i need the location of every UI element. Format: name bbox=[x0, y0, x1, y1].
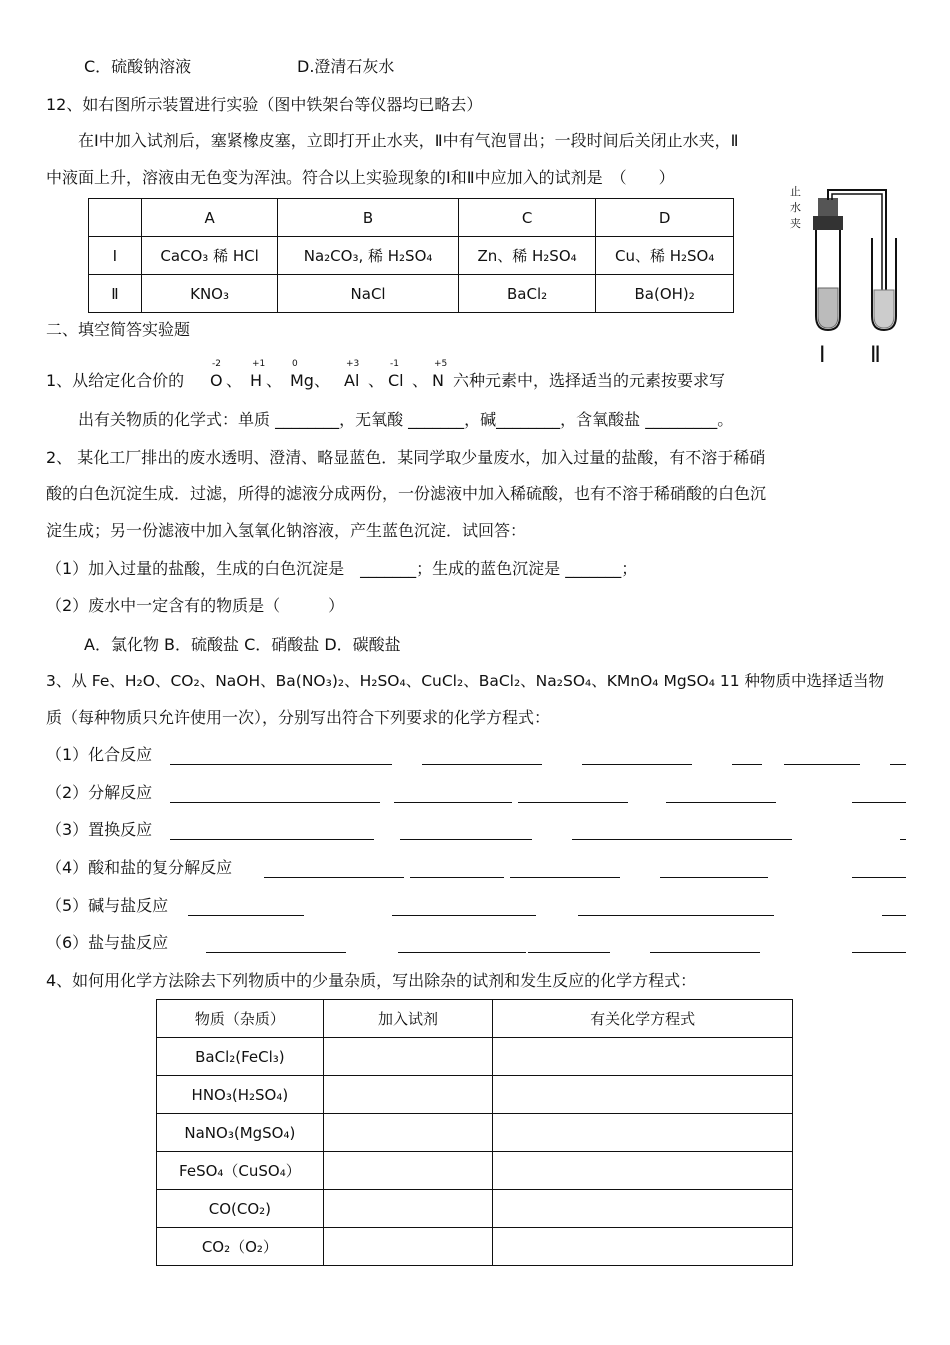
apparatus-figure bbox=[786, 178, 916, 378]
q12-header-a: A bbox=[141, 199, 278, 237]
element-separator: 、 bbox=[314, 371, 331, 390]
answer-blank[interactable] bbox=[400, 839, 532, 840]
q12-row1-c: Zn、稀 H₂SO₄ bbox=[458, 237, 596, 275]
element-separator: 、 bbox=[266, 371, 283, 390]
q4-equation-cell[interactable] bbox=[493, 1076, 793, 1114]
q3-line2: 质（每种物质只允许使用一次），分别写出符合下列要求的化学方程式： bbox=[46, 708, 551, 727]
q12-row1-d: Cu、稀 H₂SO₄ bbox=[596, 237, 734, 275]
answer-blank[interactable] bbox=[528, 952, 610, 953]
answer-blank[interactable] bbox=[852, 952, 906, 953]
answer-blank[interactable] bbox=[392, 915, 536, 916]
answer-blank[interactable] bbox=[882, 915, 906, 916]
answer-blank[interactable] bbox=[890, 764, 906, 765]
element-symbol: H bbox=[250, 371, 263, 390]
answer-blank[interactable] bbox=[572, 839, 792, 840]
q4-table bbox=[156, 999, 793, 1266]
q4-header-reagent: 加入试剂 bbox=[323, 1000, 492, 1038]
q4-row-substance: FeSO₄（CuSO₄） bbox=[157, 1152, 324, 1190]
answer-blank[interactable] bbox=[206, 952, 346, 953]
q3-line1: 3、从 Fe、H₂O、CO₂、NaOH、Ba(NO₃)₂、H₂SO₄、CuCl₂、BaCl₂、Na₂SO₄、KMnO₄ MgSO₄ 11 种物质中选择适当物 bbox=[46, 672, 884, 690]
answer-blank[interactable] bbox=[852, 877, 906, 878]
element-separator: 、 bbox=[412, 371, 429, 390]
q4-reagent-cell[interactable] bbox=[323, 1076, 492, 1114]
answer-blank[interactable] bbox=[422, 764, 542, 765]
q12-header-c: C bbox=[458, 199, 596, 237]
tube-label-1: Ⅰ bbox=[819, 343, 826, 368]
q4-row-substance: NaNO₃(MgSO₄) bbox=[157, 1114, 324, 1152]
q12-row2-d: Ba(OH)₂ bbox=[596, 275, 734, 313]
answer-blank[interactable] bbox=[170, 764, 392, 765]
element-separator: 、 bbox=[368, 371, 385, 390]
answer-blank[interactable] bbox=[900, 839, 906, 840]
answer-blank[interactable] bbox=[170, 802, 380, 803]
q12-header-empty bbox=[89, 199, 142, 237]
answer-blank[interactable] bbox=[732, 764, 762, 765]
element-symbol: N bbox=[432, 371, 444, 390]
q3-item-5: （5）碱与盐反应 bbox=[46, 896, 169, 915]
option-c: C．硫酸钠溶液 bbox=[84, 57, 192, 76]
q4-equation-cell[interactable] bbox=[493, 1114, 793, 1152]
valence-mark: +3 bbox=[346, 359, 360, 369]
q12-header-b: B bbox=[278, 199, 458, 237]
q4-equation-cell[interactable] bbox=[493, 1190, 793, 1228]
answer-blank[interactable] bbox=[852, 802, 906, 803]
section-title: 二、填空简答实验题 bbox=[46, 320, 191, 339]
q4-row-substance: CO₂（O₂） bbox=[157, 1228, 324, 1266]
answer-blank[interactable] bbox=[410, 877, 504, 878]
q12-row2-a: KNO₃ bbox=[141, 275, 278, 313]
answer-blank[interactable] bbox=[510, 877, 620, 878]
q4-equation-cell[interactable] bbox=[493, 1228, 793, 1266]
q12-row2-label: Ⅱ bbox=[89, 275, 142, 313]
q1-intro: 1、从给定化合价的 bbox=[46, 371, 185, 390]
q2-line2: 酸的白色沉淀生成．过滤，所得的滤液分成两份，一份滤液中加入稀硫酸，也有不溶于稀硝酸的白色沉 bbox=[46, 484, 767, 503]
q12-row2-c: BaCl₂ bbox=[458, 275, 596, 313]
q12-table bbox=[88, 198, 734, 313]
q12-title: 12、如右图所示装置进行实验（图中铁架台等仪器均已略去） bbox=[46, 95, 483, 114]
q12-line1: 在Ⅰ中加入试剂后，塞紧橡皮塞，立即打开止水夹，Ⅱ中有气泡冒出；一段时间后关闭止水夹，Ⅱ bbox=[78, 131, 739, 150]
option-d: D.澄清石灰水 bbox=[297, 57, 395, 76]
q3-item-1: （1）化合反应 bbox=[46, 745, 153, 764]
answer-blank[interactable] bbox=[394, 802, 512, 803]
q1-line2: 出有关物质的化学式：单质 ________，无氧酸 _______，碱________，含氧酸盐 _________。 bbox=[78, 410, 734, 429]
valence-mark: +1 bbox=[252, 359, 266, 369]
answer-blank[interactable] bbox=[188, 915, 304, 916]
q12-row1-b: Na₂CO₃, 稀 H₂SO₄ bbox=[278, 237, 458, 275]
element-symbol: Al bbox=[344, 371, 360, 390]
q4-reagent-cell[interactable] bbox=[323, 1228, 492, 1266]
apparatus-drawing bbox=[786, 178, 916, 378]
q2-sub2: （2）废水中一定含有的物质是（ ） bbox=[46, 596, 345, 615]
q4-reagent-cell[interactable] bbox=[323, 1190, 492, 1228]
answer-blank[interactable] bbox=[398, 952, 526, 953]
valence-mark: +5 bbox=[434, 359, 448, 369]
answer-blank[interactable] bbox=[650, 952, 760, 953]
q3-item-3: （3）置换反应 bbox=[46, 820, 153, 839]
q4-title: 4、如何用化学方法除去下列物质中的少量杂质，写出除杂的试剂和发生反应的化学方程式： bbox=[46, 971, 697, 990]
q2-sub1: （1）加入过量的盐酸，生成的白色沉淀是 _______；生成的蓝色沉淀是 _______； bbox=[46, 559, 638, 578]
answer-blank[interactable] bbox=[518, 802, 628, 803]
q12-row1-label: Ⅰ bbox=[89, 237, 142, 275]
answer-blank[interactable] bbox=[666, 802, 776, 803]
valence-mark: -1 bbox=[390, 359, 399, 369]
element-symbol: Cl bbox=[388, 371, 404, 390]
answer-blank[interactable] bbox=[170, 839, 374, 840]
element-symbol: Mg bbox=[290, 371, 314, 390]
answer-blank[interactable] bbox=[784, 764, 860, 765]
element-separator: 、 bbox=[226, 371, 243, 390]
q12-line2: 中液面上升，溶液由无色变为浑浊。符合以上实验现象的Ⅰ和Ⅱ中应加入的试剂是 （ ） bbox=[46, 168, 675, 187]
q2-line3: 淀生成；另一份滤液中加入氢氧化钠溶液，产生蓝色沉淀．试回答： bbox=[46, 521, 527, 540]
q12-row1-a: CaCO₃ 稀 HCl bbox=[141, 237, 278, 275]
q4-header-substance: 物质（杂质） bbox=[157, 1000, 324, 1038]
q4-header-equation: 有关化学方程式 bbox=[493, 1000, 793, 1038]
q4-row-substance: CO(CO₂) bbox=[157, 1190, 324, 1228]
q12-header-d: D bbox=[596, 199, 734, 237]
answer-blank[interactable] bbox=[582, 764, 692, 765]
q2-choices: A．氯化物 B．硫酸盐 C．硝酸盐 D．碳酸盐 bbox=[84, 635, 401, 654]
q4-equation-cell[interactable] bbox=[493, 1038, 793, 1076]
q1-tail: 六种元素中，选择适当的元素按要求写 bbox=[453, 371, 726, 390]
tube-label-2: Ⅱ bbox=[870, 343, 881, 368]
q3-item-6: （6）盐与盐反应 bbox=[46, 933, 169, 952]
q4-reagent-cell[interactable] bbox=[323, 1114, 492, 1152]
q12-row2-b: NaCl bbox=[278, 275, 458, 313]
q4-row-substance: BaCl₂(FeCl₃) bbox=[157, 1038, 324, 1076]
q4-row-substance: HNO₃(H₂SO₄) bbox=[157, 1076, 324, 1114]
valence-mark: -2 bbox=[212, 359, 221, 369]
q4-reagent-cell[interactable] bbox=[323, 1038, 492, 1076]
clamp-label: 止水夹 bbox=[790, 185, 801, 230]
answer-blank[interactable] bbox=[660, 877, 768, 878]
q2-line1: 2、 某化工厂排出的废水透明、澄清、略显蓝色．某同学取少量废水，加入过量的盐酸，有不溶于稀硝 bbox=[46, 448, 766, 467]
answer-blank[interactable] bbox=[578, 915, 774, 916]
answer-blank[interactable] bbox=[264, 877, 404, 878]
valence-mark: 0 bbox=[292, 359, 298, 369]
q3-item-4: （4）酸和盐的复分解反应 bbox=[46, 858, 233, 877]
q4-reagent-cell[interactable] bbox=[323, 1152, 492, 1190]
element-symbol: O bbox=[210, 371, 223, 390]
q3-item-2: （2）分解反应 bbox=[46, 783, 153, 802]
q4-equation-cell[interactable] bbox=[493, 1152, 793, 1190]
